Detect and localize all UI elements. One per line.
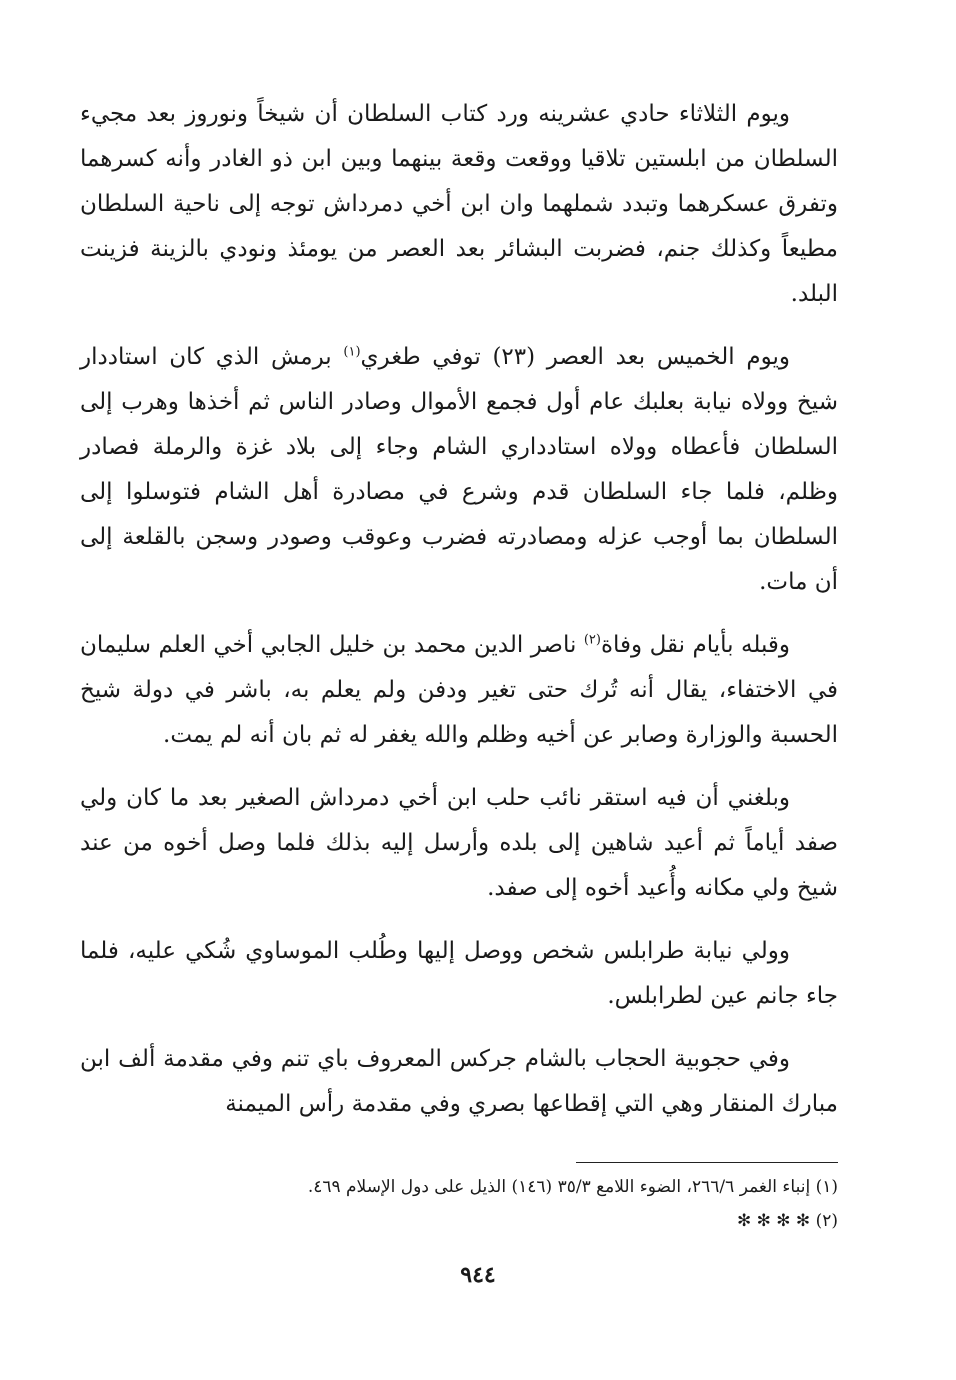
paragraph-4: وبلغني أن فيه استقر نائب حلب ابن أخي دمرداش الصغير بعد ما كان ولي صفد أياماً ثم أعيد شاهين إلى بلده وأرسل إليه بذلك فلما وصل أخوه من عند شيخ ولي مكانه وأُعيد أخوه إلى صفد. [80,785,838,901]
footnotes [80,1170,838,1238]
paragraph-2-rest: برمش الذي كان استاددار شيخ وولاه نيابة بعلبك عام أول فجمع الأموال وصادر الناس ثم أخذها وهرب إلى السلطان فأعطاه وولاه استادداري الشام وجاء إلى بلاد غزة والرملة فصادر وظلم، فلما جاء السلطان قدم وشرع في مصادرة أهل الشام فتوسلوا إلى السلطان بما أوجب عزله ومصادرته فضرب وعوقب وصودر وسجن بالقلعة إلى أن مات. [80,344,838,595]
paragraph-2 [80,335,838,605]
footnote-divider [576,1162,838,1163]
paragraph-5: وولي نيابة طرابلس شخص ووصل إليها وطُلب الموساوي شُكي عليه، فلما جاء جانم عين لطرابلس. [80,938,838,1009]
paragraph-3-rest: ناصر الدين محمد بن خليل الجابي أخي العلم سليمان في الاختفاء، يقال أنه تُرك حتى تغير ودفن ولم يعلم به، باشر في دولة شيخ الحسبة والوزارة وصابر عن أخيه وظلم والله يغفر له ثم بان أنه لم يمت. [80,632,838,748]
footnote-ref-2: (٢) [583,632,601,648]
main-text [80,92,838,1145]
paragraph-6: وفي حجوبية الحجاب بالشام جركس المعروف باي تنم وفي مقدمة ألف ابن مبارك المنقار وهي التي إقطاعها بصري وفي مقدمة رأس الميمنة [80,1046,838,1117]
paragraph-3 [80,623,838,758]
footnote-ref-1: (١) [343,344,361,360]
paragraph-1: ويوم الثلاثاء حادي عشرينه ورد كتاب السلطان أن شيخاً ونوروز بعد مجيء السلطان من ابلستين تلاقيا ووقعت وقعة بينهما وبين ابن ذو الغادر وأنه كسرهما وتفرق عسكرهما وتبدد شملهما وان ابن أخي دمرداش توجه إلى ناحية السلطان مطيعاً وكذلك جنم، فضربت البشائر بعد العصر من يومئذ ونودي بالزينة فزينت البلد. [80,101,838,307]
paragraph-3-start: وقبله بأيام نقل وفاة [600,632,790,658]
page-number: ٩٤٤ [460,1262,496,1288]
paragraph-2-start: ويوم الخميس بعد العصر (٢٣) توفي طغري [360,344,790,370]
footnote-1: (١) إنباء الغمر ٢٦٦/٦، الضوء اللامع ٣٥/٣ (١٤٦) الذيل على دول الإسلام ٤٦٩. [307,1177,838,1197]
footnote-2: (٢) ✻ ✻ ✻ ✻ [736,1211,838,1231]
